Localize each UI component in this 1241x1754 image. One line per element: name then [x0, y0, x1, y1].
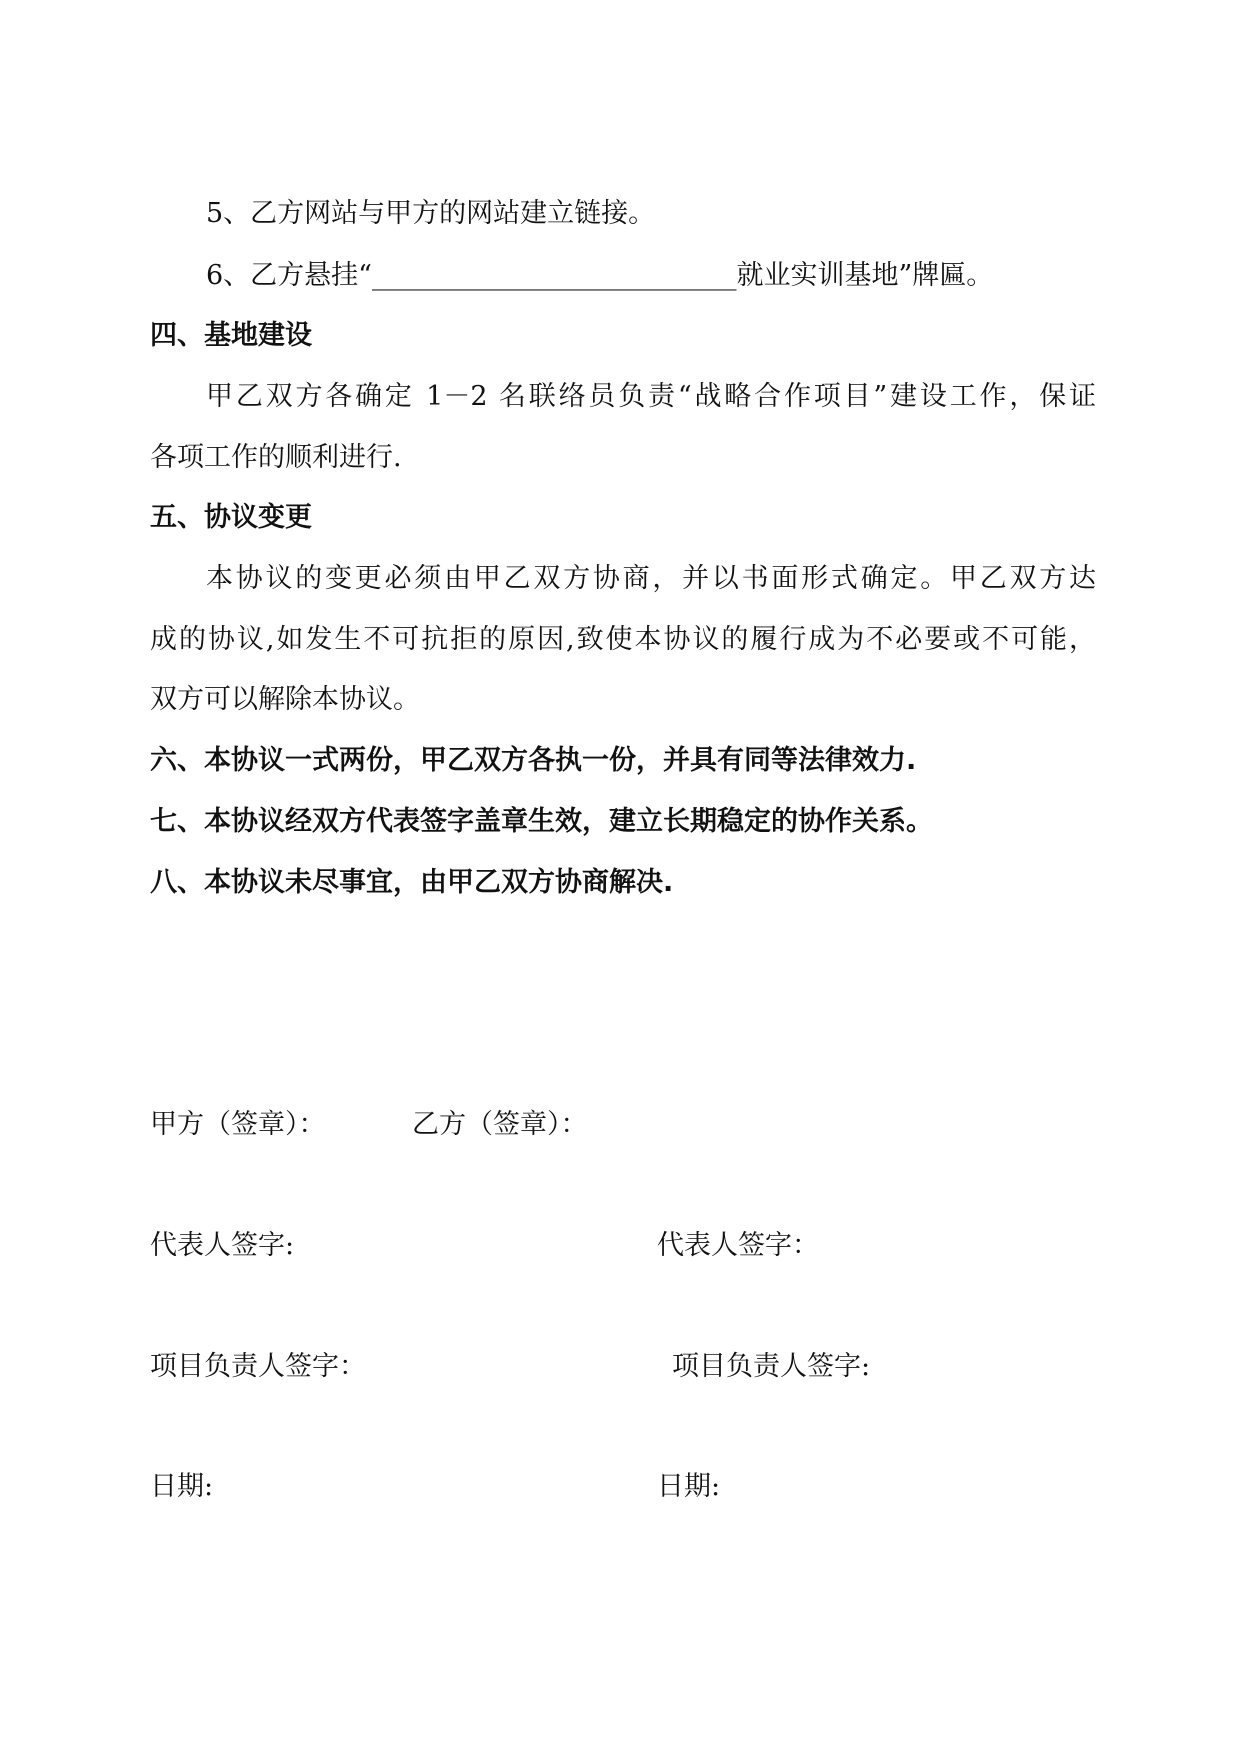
party-b-date-label: 日期: — [657, 1471, 721, 1502]
section-6-heading: 六、本协议一式两份，甲乙双方各执一份，并具有同等法律效力. — [150, 745, 917, 776]
section-4-heading: 四、基地建设 — [150, 320, 312, 351]
party-b-pm-signature-label: 项目负责人签字: — [672, 1351, 871, 1382]
section-7-heading: 七、本协议经双方代表签字盖章生效，建立长期稳定的协作关系。 — [150, 806, 933, 837]
section-5-paragraph-line-1: 本协议的变更必须由甲乙双方协商，并以书面形式确定。甲乙双方达 — [206, 563, 1096, 594]
section-4-paragraph-line-1: 甲乙双方各确定 1－2 名联络员负责“战略合作项目”建设工作，保证 — [206, 381, 1096, 412]
party-b-rep-signature-label: 代表人签字： — [657, 1230, 819, 1261]
party-a-seal-label: 甲方（签章）： — [150, 1109, 326, 1140]
section-8-heading: 八、本协议未尽事宜，由甲乙双方协商解决. — [150, 867, 674, 898]
party-b-seal-label: 乙方（签章）： — [412, 1109, 588, 1140]
clause-item-5: 5、乙方网站与甲方的网站建立链接。 — [206, 198, 656, 229]
party-a-date-label: 日期: — [150, 1471, 214, 1502]
party-a-pm-signature-label: 项目负责人签字： — [150, 1351, 366, 1382]
section-4-paragraph-line-2: 各项工作的顺利进行. — [150, 442, 402, 473]
party-a-rep-signature-label: 代表人签字: — [150, 1230, 295, 1261]
section-5-paragraph-line-3: 双方可以解除本协议。 — [150, 684, 420, 715]
clause-item-6: 6、乙方悬挂“___________________________就业实训基地”牌匾。 — [206, 260, 994, 291]
section-5-paragraph-line-2: 成的协议,如发生不可抗拒的原因,致使本协议的履行成为不必要或不可能， — [150, 624, 1096, 655]
section-5-heading: 五、协议变更 — [150, 502, 312, 533]
